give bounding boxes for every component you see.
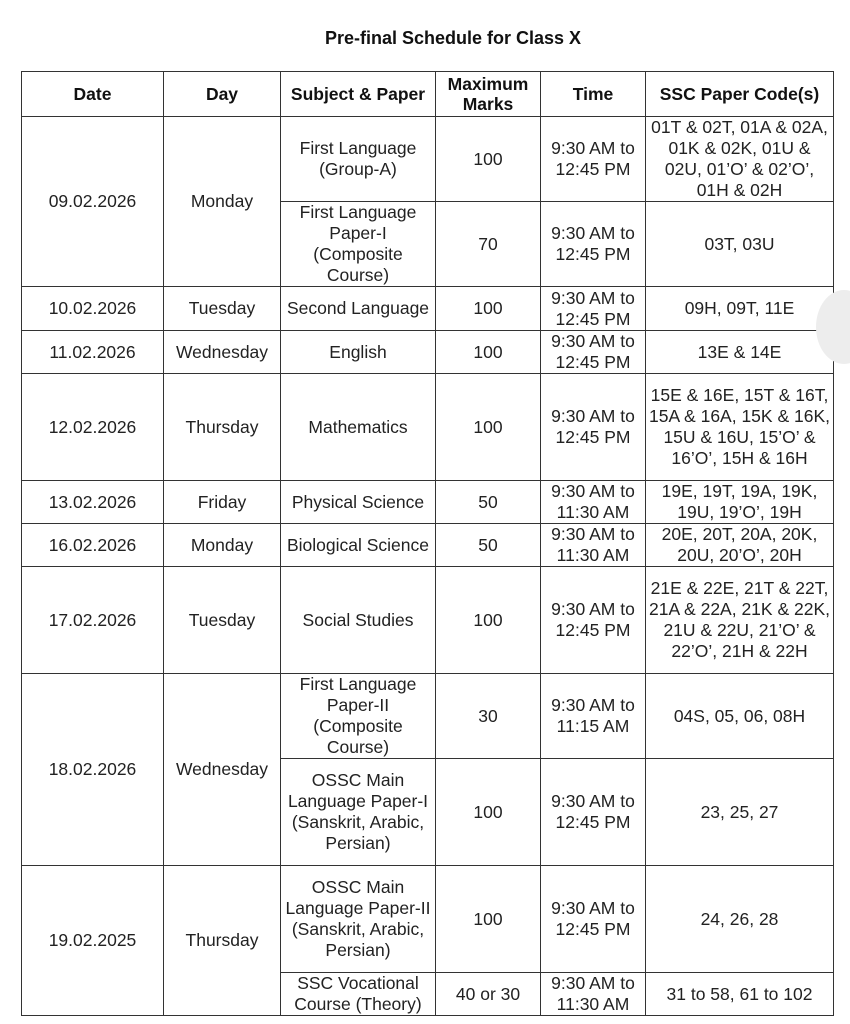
codes-cell: 13E & 14E [646, 331, 834, 374]
time-cell: 9:30 AM to 12:45 PM [541, 567, 646, 674]
day-cell: Thursday [164, 374, 281, 481]
schedule-table [21, 71, 834, 1016]
marks-cell: 50 [436, 524, 541, 567]
day-cell: Friday [164, 481, 281, 524]
date-cell: 19.02.2025 [22, 866, 164, 1016]
day-cell: Tuesday [164, 567, 281, 674]
time-cell: 9:30 AM to 12:45 PM [541, 287, 646, 331]
marks-cell: 30 [436, 674, 541, 759]
time-cell: 9:30 AM to 11:15 AM [541, 674, 646, 759]
codes-cell: 23, 25, 27 [646, 759, 834, 866]
marks-cell: 50 [436, 481, 541, 524]
codes-cell: 19E, 19T, 19A, 19K, 19U, 19’O’, 19H [646, 481, 834, 524]
day-cell: Wednesday [164, 674, 281, 866]
subject-cell: Social Studies [281, 567, 436, 674]
header-subject: Subject & Paper [281, 72, 436, 117]
marks-cell: 100 [436, 759, 541, 866]
table-row [22, 524, 834, 567]
header-marks: Maximum Marks [436, 72, 541, 117]
header-row [22, 72, 834, 117]
day-cell: Monday [164, 524, 281, 567]
subject-cell: First Language Paper-I (Composite Course) [281, 202, 436, 287]
time-cell: 9:30 AM to 12:45 PM [541, 759, 646, 866]
day-cell: Monday [164, 117, 281, 287]
codes-cell: 01T & 02T, 01A & 02A, 01K & 02K, 01U & 02U, 01’O’ & 02’O’, 01H & 02H [646, 117, 834, 202]
table-row [22, 287, 834, 331]
time-cell: 9:30 AM to 11:30 AM [541, 973, 646, 1016]
header-codes: SSC Paper Code(s) [646, 72, 834, 117]
codes-cell: 20E, 20T, 20A, 20K, 20U, 20’O’, 20H [646, 524, 834, 567]
time-cell: 9:30 AM to 11:30 AM [541, 524, 646, 567]
subject-cell: Biological Science [281, 524, 436, 567]
header-date: Date [22, 72, 164, 117]
marks-cell: 100 [436, 866, 541, 973]
date-cell: 17.02.2026 [22, 567, 164, 674]
day-cell: Wednesday [164, 331, 281, 374]
table-row [22, 331, 834, 374]
subject-cell: SSC Vocational Course (Theory) [281, 973, 436, 1016]
date-cell: 12.02.2026 [22, 374, 164, 481]
subject-cell: English [281, 331, 436, 374]
header-day: Day [164, 72, 281, 117]
subject-cell: First Language Paper-II (Composite Course) [281, 674, 436, 759]
subject-cell: OSSC Main Language Paper-I (Sanskrit, Arabic, Persian) [281, 759, 436, 866]
codes-cell: 24, 26, 28 [646, 866, 834, 973]
table-row [22, 117, 834, 202]
time-cell: 9:30 AM to 11:30 AM [541, 481, 646, 524]
subject-cell: Physical Science [281, 481, 436, 524]
subject-cell: OSSC Main Language Paper-II (Sanskrit, Arabic, Persian) [281, 866, 436, 973]
codes-cell: 15E & 16E, 15T & 16T, 15A & 16A, 15K & 16K, 15U & 16U, 15’O’ & 16’O’, 15H & 16H [646, 374, 834, 481]
date-cell: 10.02.2026 [22, 287, 164, 331]
codes-cell: 03T, 03U [646, 202, 834, 287]
marks-cell: 100 [436, 117, 541, 202]
day-cell: Tuesday [164, 287, 281, 331]
marks-cell: 70 [436, 202, 541, 287]
date-cell: 18.02.2026 [22, 674, 164, 866]
marks-cell: 100 [436, 287, 541, 331]
date-cell: 16.02.2026 [22, 524, 164, 567]
codes-cell: 04S, 05, 06, 08H [646, 674, 834, 759]
time-cell: 9:30 AM to 12:45 PM [541, 331, 646, 374]
table-row [22, 866, 834, 973]
date-cell: 11.02.2026 [22, 331, 164, 374]
time-cell: 9:30 AM to 12:45 PM [541, 374, 646, 481]
date-cell: 09.02.2026 [22, 117, 164, 287]
day-cell: Thursday [164, 866, 281, 1016]
subject-cell: Second Language [281, 287, 436, 331]
marks-cell: 100 [436, 331, 541, 374]
table-row [22, 481, 834, 524]
codes-cell: 31 to 58, 61 to 102 [646, 973, 834, 1016]
codes-cell: 21E & 22E, 21T & 22T, 21A & 22A, 21K & 22K, 21U & 22U, 21’O’ & 22’O’, 21H & 22H [646, 567, 834, 674]
table-row [22, 674, 834, 759]
date-cell: 13.02.2026 [22, 481, 164, 524]
codes-cell: 09H, 09T, 11E [646, 287, 834, 331]
header-time: Time [541, 72, 646, 117]
time-cell: 9:30 AM to 12:45 PM [541, 866, 646, 973]
marks-cell: 100 [436, 567, 541, 674]
document-title: Pre-final Schedule for Class X [324, 28, 582, 48]
time-cell: 9:30 AM to 12:45 PM [541, 202, 646, 287]
time-cell: 9:30 AM to 12:45 PM [541, 117, 646, 202]
marks-cell: 40 or 30 [436, 973, 541, 1016]
table-row [22, 567, 834, 674]
subject-cell: First Language (Group-A) [281, 117, 436, 202]
subject-cell: Mathematics [281, 374, 436, 481]
table-row [22, 374, 834, 481]
marks-cell: 100 [436, 374, 541, 481]
